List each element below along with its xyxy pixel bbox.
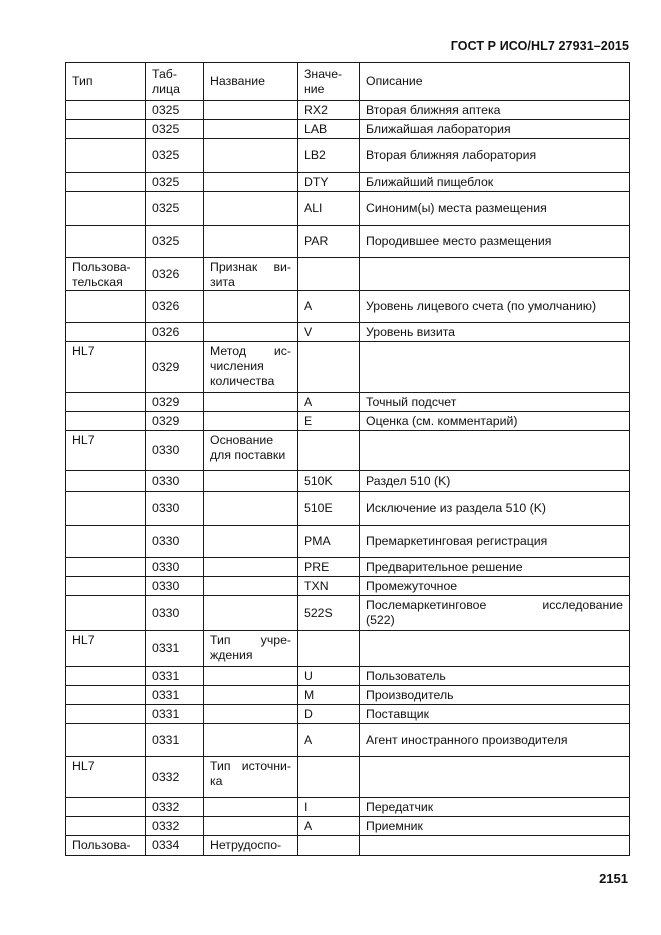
table-row bbox=[66, 291, 630, 323]
cell-value bbox=[298, 631, 360, 667]
cell-table bbox=[146, 596, 204, 631]
cell-table bbox=[146, 757, 204, 798]
cell-table bbox=[146, 471, 204, 492]
cell-value bbox=[298, 667, 360, 686]
cell-word: Тип bbox=[210, 633, 231, 647]
cell-text: Точный подсчет bbox=[366, 394, 457, 409]
cell-value bbox=[298, 492, 360, 526]
table-row bbox=[66, 596, 630, 631]
cell-description bbox=[360, 101, 630, 120]
cell-type bbox=[66, 173, 146, 192]
cell-type bbox=[66, 667, 146, 686]
cell-type bbox=[66, 596, 146, 631]
cell-table bbox=[146, 705, 204, 724]
table-row bbox=[66, 667, 630, 686]
cell-table bbox=[146, 173, 204, 192]
cell-value bbox=[298, 836, 360, 856]
cell-name bbox=[204, 393, 298, 412]
cell-description bbox=[360, 173, 630, 192]
cell-name bbox=[204, 192, 298, 226]
table-row bbox=[66, 705, 630, 724]
page-number: 2151 bbox=[599, 871, 628, 886]
cell-name bbox=[204, 139, 298, 173]
cell-text: A bbox=[304, 299, 313, 313]
cell-name bbox=[204, 526, 298, 558]
cell-table bbox=[146, 798, 204, 817]
cell-text: 0331 bbox=[152, 706, 180, 721]
table-row bbox=[66, 412, 630, 431]
table-row bbox=[66, 492, 630, 526]
cell-text: 0332 bbox=[152, 769, 180, 784]
cell-text: U bbox=[304, 668, 313, 683]
cell-word: исследование bbox=[542, 598, 623, 612]
cell-word: Тип bbox=[210, 759, 231, 773]
cell-table bbox=[146, 667, 204, 686]
cell-text: 0330 bbox=[152, 473, 180, 488]
cell-type bbox=[66, 101, 146, 120]
cell-description bbox=[360, 724, 630, 757]
cell-text: 0329 bbox=[152, 394, 180, 409]
cell-line: числения bbox=[210, 359, 264, 373]
cell-text: A bbox=[304, 394, 313, 409]
cell-value bbox=[298, 577, 360, 596]
cell-text: 0330 bbox=[152, 443, 180, 457]
cell-table bbox=[146, 686, 204, 705]
cell-text: 0330 bbox=[152, 605, 180, 620]
cell-text: V bbox=[304, 324, 313, 339]
cell-text: M bbox=[304, 687, 315, 702]
cell-table bbox=[146, 526, 204, 558]
cell-text: Предварительное решение bbox=[366, 559, 523, 574]
cell-value bbox=[298, 258, 360, 291]
cell-table bbox=[146, 431, 204, 471]
table-row bbox=[66, 342, 630, 393]
cell-text: 0331 bbox=[152, 732, 180, 747]
table-row bbox=[66, 101, 630, 120]
table-row bbox=[66, 226, 630, 258]
cell-word: ис- bbox=[273, 344, 291, 358]
cell-text: 0332 bbox=[152, 818, 180, 833]
cell-table bbox=[146, 817, 204, 836]
cell-description bbox=[360, 323, 630, 342]
cell-description bbox=[360, 577, 630, 596]
cell-text: Промежуточное bbox=[366, 578, 458, 593]
cell-text: 0330 bbox=[152, 578, 180, 593]
col-header-value: Значе- ние bbox=[298, 63, 360, 101]
cell-name bbox=[204, 492, 298, 526]
cell-text: Приемник bbox=[366, 818, 423, 833]
cell-description bbox=[360, 596, 630, 631]
cell-value bbox=[298, 120, 360, 139]
cell-type bbox=[66, 724, 146, 757]
cell-text: Пользова- bbox=[72, 838, 131, 852]
table-row bbox=[66, 192, 630, 226]
cell-type bbox=[66, 412, 146, 431]
cell-table bbox=[146, 724, 204, 757]
document-header: ГОСТ Р ИСО/HL7 27931–2015 bbox=[450, 39, 629, 53]
table-row bbox=[66, 120, 630, 139]
cell-text: 0330 bbox=[152, 559, 180, 574]
cell-name bbox=[204, 667, 298, 686]
cell-line bbox=[366, 598, 623, 613]
cell-table bbox=[146, 226, 204, 258]
cell-line: для поставки bbox=[210, 448, 286, 462]
cell-line bbox=[210, 260, 291, 275]
cell-description bbox=[360, 836, 630, 856]
cell-text: TXN bbox=[304, 578, 329, 593]
cell-name bbox=[204, 631, 298, 667]
cell-description bbox=[360, 686, 630, 705]
cell-name bbox=[204, 173, 298, 192]
cell-name bbox=[204, 471, 298, 492]
table-row bbox=[66, 431, 630, 471]
cell-value bbox=[298, 226, 360, 258]
cell-text: 0329 bbox=[152, 413, 180, 428]
cell-word: учре- bbox=[260, 633, 291, 647]
cell-text: 0334 bbox=[152, 838, 180, 852]
cell-text: Пользователь bbox=[366, 668, 446, 683]
cell-name bbox=[204, 323, 298, 342]
cell-name bbox=[204, 757, 298, 798]
cell-type bbox=[66, 526, 146, 558]
cell-description bbox=[360, 817, 630, 836]
cell-description bbox=[360, 393, 630, 412]
cell-text: PAR bbox=[304, 234, 329, 248]
cell-text: 522S bbox=[304, 605, 333, 620]
table-row bbox=[66, 471, 630, 492]
cell-value bbox=[298, 139, 360, 173]
cell-type bbox=[66, 492, 146, 526]
cell-name bbox=[204, 226, 298, 258]
cell-name bbox=[204, 705, 298, 724]
cell-type bbox=[66, 120, 146, 139]
cell-description bbox=[360, 192, 630, 226]
cell-word: Признак bbox=[210, 260, 258, 274]
table-row bbox=[66, 173, 630, 192]
cell-text: 0331 bbox=[152, 668, 180, 683]
cell-description bbox=[360, 558, 630, 577]
cell-text: A bbox=[304, 732, 313, 747]
cell-value bbox=[298, 724, 360, 757]
cell-text: D bbox=[304, 706, 313, 721]
cell-value bbox=[298, 471, 360, 492]
cell-text: HL7 bbox=[72, 344, 95, 358]
cell-type bbox=[66, 577, 146, 596]
cell-line: ка bbox=[210, 774, 223, 788]
cell-text: 0325 bbox=[152, 148, 180, 162]
cell-text: Породившее место размещения bbox=[366, 234, 552, 248]
cell-type bbox=[66, 258, 146, 291]
cell-type bbox=[66, 323, 146, 342]
cell-text: Уровень визита bbox=[366, 324, 456, 339]
cell-value bbox=[298, 817, 360, 836]
cell-value bbox=[298, 798, 360, 817]
cell-description bbox=[360, 431, 630, 471]
cell-value bbox=[298, 101, 360, 120]
cell-value bbox=[298, 192, 360, 226]
cell-text: Ближайший пищеблок bbox=[366, 174, 494, 189]
table-row bbox=[66, 139, 630, 173]
cell-description bbox=[360, 526, 630, 558]
cell-line bbox=[210, 344, 291, 359]
cell-line: зита bbox=[210, 275, 235, 289]
cell-description bbox=[360, 798, 630, 817]
cell-text: ALI bbox=[304, 201, 323, 215]
cell-name bbox=[204, 120, 298, 139]
cell-type bbox=[66, 431, 146, 471]
cell-text: HL7 bbox=[72, 433, 95, 447]
cell-text: Исключение из раздела 510 (K) bbox=[366, 501, 546, 515]
cell-text: Оценка (см. комментарий) bbox=[366, 413, 518, 428]
cell-description bbox=[360, 412, 630, 431]
table-row bbox=[66, 757, 630, 798]
cell-line: Основание bbox=[210, 433, 274, 447]
cell-line: тельская bbox=[72, 275, 123, 289]
cell-name bbox=[204, 836, 298, 856]
cell-type bbox=[66, 798, 146, 817]
cell-text: 0325 bbox=[152, 234, 180, 248]
cell-value bbox=[298, 323, 360, 342]
table-row bbox=[66, 323, 630, 342]
cell-value bbox=[298, 173, 360, 192]
cell-text: PMA bbox=[304, 534, 331, 548]
cell-text: 0331 bbox=[152, 687, 180, 702]
cell-type bbox=[66, 342, 146, 393]
cell-name bbox=[204, 342, 298, 393]
cell-table bbox=[146, 291, 204, 323]
cell-value bbox=[298, 596, 360, 631]
cell-text: HL7 bbox=[72, 633, 95, 647]
col-header-description: Описание bbox=[360, 63, 630, 101]
cell-text: 0331 bbox=[152, 641, 180, 655]
cell-description bbox=[360, 705, 630, 724]
cell-table bbox=[146, 412, 204, 431]
cell-name bbox=[204, 577, 298, 596]
cell-text: Поставщик bbox=[366, 706, 430, 721]
cell-name bbox=[204, 291, 298, 323]
cell-text: A bbox=[304, 818, 313, 833]
cell-type bbox=[66, 471, 146, 492]
cell-text: 0326 bbox=[152, 299, 180, 313]
cell-word: Метод bbox=[210, 344, 247, 358]
table-row bbox=[66, 798, 630, 817]
cell-word: ви- bbox=[273, 260, 291, 274]
cell-word: Послемаркетинговое bbox=[366, 598, 487, 612]
table-row bbox=[66, 258, 630, 291]
code-table bbox=[65, 62, 630, 856]
cell-text: Вторая ближняя лаборатория bbox=[366, 148, 537, 162]
col-header-type: Тип bbox=[66, 63, 146, 101]
table-body bbox=[66, 101, 630, 856]
cell-text: Вторая ближняя аптека bbox=[366, 102, 501, 117]
cell-description bbox=[360, 667, 630, 686]
cell-name bbox=[204, 558, 298, 577]
cell-table bbox=[146, 192, 204, 226]
cell-text: 0325 bbox=[152, 201, 180, 215]
cell-text: 0330 bbox=[152, 534, 180, 548]
cell-line: Пользова- bbox=[72, 260, 131, 274]
cell-line: количества bbox=[210, 374, 275, 388]
cell-type bbox=[66, 226, 146, 258]
cell-description bbox=[360, 492, 630, 526]
cell-type bbox=[66, 393, 146, 412]
table-row bbox=[66, 526, 630, 558]
cell-table bbox=[146, 631, 204, 667]
cell-type bbox=[66, 139, 146, 173]
cell-text: Синоним(ы) места размещения bbox=[366, 201, 547, 215]
cell-table bbox=[146, 492, 204, 526]
cell-value bbox=[298, 686, 360, 705]
table-row bbox=[66, 631, 630, 667]
table-header-row bbox=[66, 63, 630, 101]
cell-text: Уровень лицевого счета (по умолчанию) bbox=[366, 299, 597, 313]
cell-type bbox=[66, 817, 146, 836]
cell-line bbox=[210, 633, 291, 648]
cell-table bbox=[146, 558, 204, 577]
cell-text: 510E bbox=[304, 501, 333, 515]
cell-type bbox=[66, 686, 146, 705]
cell-text: Ближайшая лаборатория bbox=[366, 121, 511, 136]
cell-description bbox=[360, 291, 630, 323]
cell-text: Агент иностранного производителя bbox=[366, 732, 568, 747]
cell-value bbox=[298, 412, 360, 431]
cell-text: Премаркетинговая регистрация bbox=[366, 534, 548, 548]
table-row bbox=[66, 393, 630, 412]
cell-text: RX2 bbox=[304, 102, 328, 117]
cell-text: Нетрудоспо- bbox=[210, 838, 282, 852]
cell-value bbox=[298, 431, 360, 471]
cell-type bbox=[66, 291, 146, 323]
cell-value bbox=[298, 558, 360, 577]
cell-type bbox=[66, 757, 146, 798]
cell-text: 0325 bbox=[152, 174, 180, 189]
cell-word: источни- bbox=[241, 759, 291, 773]
cell-name bbox=[204, 101, 298, 120]
cell-line bbox=[210, 759, 291, 774]
cell-text: 0329 bbox=[152, 359, 180, 374]
col-header-name: Название bbox=[204, 63, 298, 101]
cell-name bbox=[204, 412, 298, 431]
cell-value bbox=[298, 526, 360, 558]
cell-table bbox=[146, 342, 204, 393]
cell-text: 0332 bbox=[152, 799, 180, 814]
cell-text: Передатчик bbox=[366, 799, 434, 814]
cell-description bbox=[360, 139, 630, 173]
cell-name bbox=[204, 817, 298, 836]
cell-description bbox=[360, 471, 630, 492]
cell-text: 0325 bbox=[152, 121, 180, 136]
cell-table bbox=[146, 577, 204, 596]
cell-value bbox=[298, 393, 360, 412]
cell-text: 510K bbox=[304, 473, 333, 488]
cell-text: 0325 bbox=[152, 102, 180, 117]
cell-value bbox=[298, 291, 360, 323]
cell-name bbox=[204, 596, 298, 631]
cell-type bbox=[66, 192, 146, 226]
table-row bbox=[66, 686, 630, 705]
cell-text: I bbox=[304, 799, 308, 814]
cell-table bbox=[146, 836, 204, 856]
cell-name bbox=[204, 258, 298, 291]
cell-table bbox=[146, 393, 204, 412]
cell-value bbox=[298, 342, 360, 393]
cell-text: Раздел 510 (K) bbox=[366, 473, 451, 488]
cell-description bbox=[360, 631, 630, 667]
col-header-table: Таб- лица bbox=[146, 63, 204, 101]
cell-table bbox=[146, 258, 204, 291]
table-row bbox=[66, 724, 630, 757]
cell-table bbox=[146, 101, 204, 120]
cell-text: DTY bbox=[304, 174, 329, 189]
cell-type bbox=[66, 836, 146, 856]
cell-name bbox=[204, 798, 298, 817]
cell-text: LB2 bbox=[304, 148, 326, 162]
cell-type bbox=[66, 631, 146, 667]
cell-name bbox=[204, 686, 298, 705]
cell-table bbox=[146, 139, 204, 173]
table-row bbox=[66, 836, 630, 856]
cell-description bbox=[360, 226, 630, 258]
table-row bbox=[66, 577, 630, 596]
cell-description bbox=[360, 757, 630, 798]
cell-text: PRE bbox=[304, 559, 330, 574]
table-row bbox=[66, 817, 630, 836]
cell-text: LAB bbox=[304, 121, 328, 136]
cell-description bbox=[360, 258, 630, 291]
cell-value bbox=[298, 705, 360, 724]
cell-name bbox=[204, 724, 298, 757]
cell-table bbox=[146, 323, 204, 342]
cell-text: 0330 bbox=[152, 501, 180, 515]
cell-text: HL7 bbox=[72, 759, 95, 773]
cell-text: 0326 bbox=[152, 266, 180, 281]
cell-line: (522) bbox=[366, 613, 395, 627]
table-row bbox=[66, 558, 630, 577]
cell-name bbox=[204, 431, 298, 471]
cell-text: 0326 bbox=[152, 324, 180, 339]
cell-type bbox=[66, 558, 146, 577]
cell-value bbox=[298, 757, 360, 798]
cell-description bbox=[360, 120, 630, 139]
cell-type bbox=[66, 705, 146, 724]
cell-line: ждения bbox=[210, 648, 253, 662]
cell-text: Производитель bbox=[366, 687, 454, 702]
cell-table bbox=[146, 120, 204, 139]
cell-description bbox=[360, 342, 630, 393]
cell-text: E bbox=[304, 413, 313, 428]
